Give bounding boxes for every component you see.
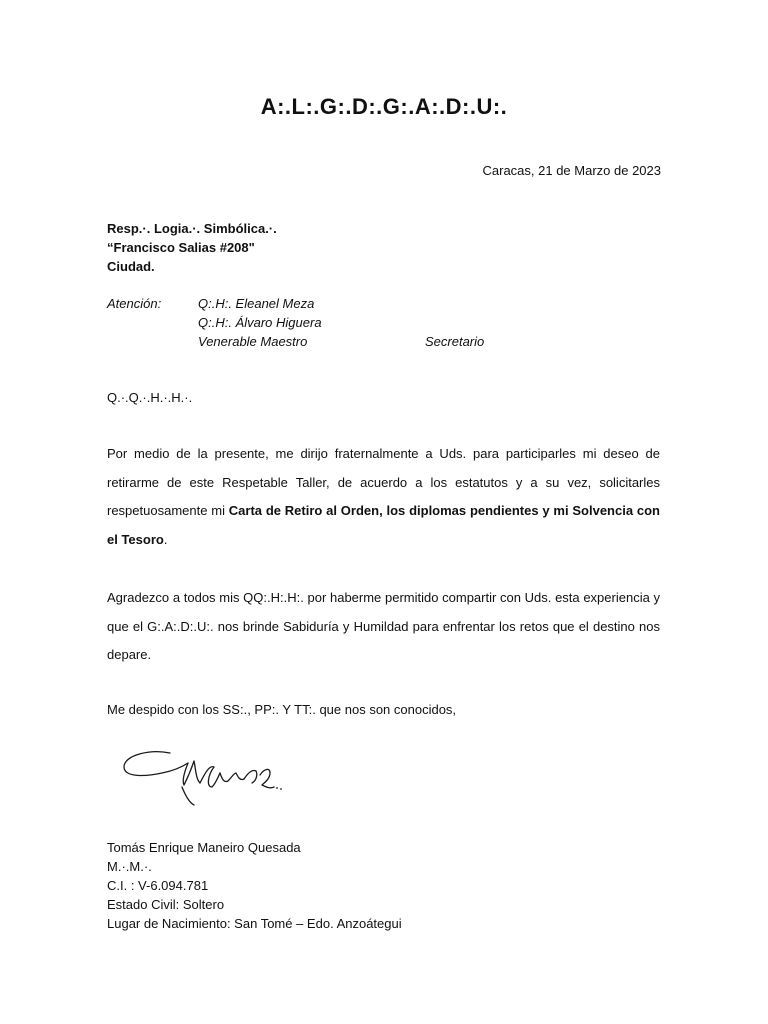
recipient-line-3: Ciudad.	[107, 259, 155, 274]
signer-id: C.I. : V-6.094.781	[107, 878, 209, 893]
recipient-line-2: “Francisco Salias #208"	[107, 240, 255, 255]
signer-civil-status: Estado Civil: Soltero	[107, 897, 225, 912]
farewell-line: Me despido con los SS:., PP:. Y TT:. que nos son conocidos,	[107, 702, 457, 717]
attention-line-2: Q:.H:. Álvaro Higuera	[198, 315, 322, 330]
signer-rank: M.·.M.·.	[107, 859, 152, 874]
paragraph-request-end: .	[163, 531, 168, 547]
paragraph-request-text: Por medio de la presente, me dirijo fraternalmente a Uds. para participarles mi deseo de retirarme de este Respetable Taller, de acuerdo a los estatutos y a su vez, solicitarles respetuosamente mi	[107, 446, 660, 518]
attention-role-left: Venerable Maestro	[198, 334, 308, 349]
recipient-line-1: Resp.·. Logia.·. Simbólica.·.	[107, 221, 277, 236]
signature-block	[107, 838, 402, 933]
letter-heading: A:.L:.G:.D:.G:.A:.D:.U:.	[260, 94, 508, 119]
attention-label: Atención:	[107, 296, 162, 311]
handwritten-signature	[110, 727, 290, 827]
paragraph-thanks: Agradezco a todos mis QQ:.H:.H:. por haberme permitido compartir con Uds. esta experiencia y que el G:.A:.D:.U:. nos brinde Sabiduría y Humildad para enfrentar los retos que el destino nos depare.	[107, 590, 660, 662]
attention-line-1: Q:.H:. Eleanel Meza	[198, 296, 315, 311]
paragraph-request	[107, 440, 660, 554]
signer-birthplace: Lugar de Nacimiento: San Tomé – Edo. Anzoátegui	[107, 916, 402, 931]
attention-role-right: Secretario	[425, 334, 485, 349]
signer-name: Tomás Enrique Maneiro Quesada	[107, 840, 301, 855]
greeting: Q.·.Q.·.H.·.H.·.	[107, 390, 193, 405]
paragraph-request-bold: Carta de Retiro al Orden, los diplomas pendientes y mi Solvencia con el Tesoro	[107, 503, 660, 547]
date-line: Caracas, 21 de Marzo de 2023	[482, 163, 661, 178]
recipient-block	[107, 219, 277, 276]
attention-lines	[198, 294, 598, 351]
